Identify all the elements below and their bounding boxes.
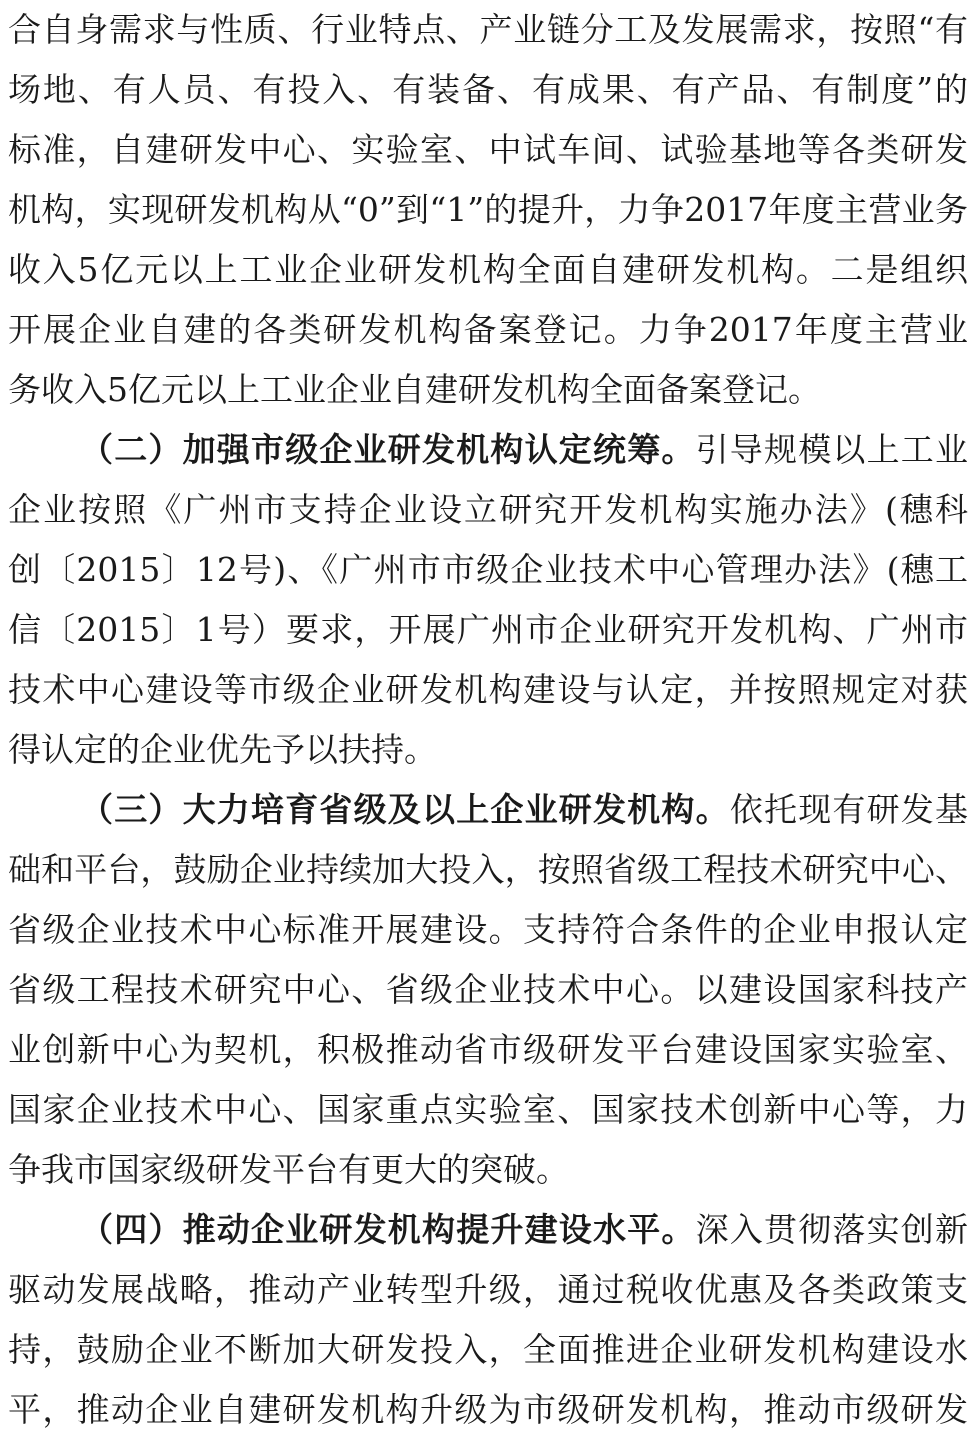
paragraph-2-first-line-rest: 引导规模以上工业 [695, 430, 968, 469]
paragraph-1-line-3: 标准，自建研发中心、实验室、中试车间、试验基地等各类研发 [8, 130, 968, 169]
paragraph-4-line-3: 持，鼓励企业不断加大研发投入，全面推进企业研发机构建设水 [8, 1330, 968, 1369]
paragraph-3-line-3: 省级企业技术中心标准开展建设。支持符合条件的企业申报认定 [8, 910, 968, 949]
paragraph-3-line-5: 业创新中心为契机，积极推动省市级研发平台建设国家实验室、 [8, 1030, 968, 1069]
paragraph-4-first-line [8, 1200, 968, 1260]
section-heading-3: （三）大力培育省级及以上企业研发机构。 [80, 790, 730, 829]
paragraph-2-line-4: 信〔2015〕1号）要求，开展广州市企业研究开发机构、广州市 [8, 610, 968, 649]
paragraph-3-line-4: 省级工程技术研究中心、省级企业技术中心。以建设国家科技产 [8, 970, 968, 1009]
paragraph-4-line-2: 驱动发展战略，推动产业转型升级，通过税收优惠及各类政策支 [8, 1270, 968, 1309]
section-heading-4: （四）推动企业研发机构提升建设水平。 [80, 1210, 696, 1249]
paragraph-2-first-line [8, 420, 968, 480]
paragraph-4-first-line-rest: 深入贯彻落实创新 [695, 1210, 968, 1249]
paragraph-4-line-4: 平，推动企业自建研发机构升级为市级研发机构，推动市级研发 [8, 1390, 968, 1429]
section-heading-2: （二）加强市级企业研发机构认定统筹。 [80, 430, 696, 469]
paragraph-1-line-4: 机构，实现研发机构从“0”到“1”的提升，力争2017年度主营业务 [8, 190, 968, 229]
paragraph-2-line-5: 技术中心建设等市级企业研发机构建设与认定，并按照规定对获 [8, 670, 968, 709]
paragraph-2-line-6: 得认定的企业优先予以扶持。 [8, 730, 437, 769]
paragraph-1-line-1: 合自身需求与性质、行业特点、产业链分工及发展需求，按照“有 [8, 10, 968, 49]
paragraph-1-line-2: 场地、有人员、有投入、有装备、有成果、有产品、有制度”的 [8, 70, 968, 109]
paragraph-2-line-2: 企业按照《广州市支持企业设立研究开发机构实施办法》(穗科 [8, 490, 968, 529]
paragraph-3-line-2: 础和平台，鼓励企业持续加大投入，按照省级工程技术研究中心、 [8, 850, 968, 889]
paragraph-3-first-line-rest: 依托现有研发基 [729, 790, 968, 829]
paragraph-2-line-3: 创〔2015〕12号)、《广州市市级企业技术中心管理办法》(穗工 [8, 550, 968, 589]
paragraph-1-line-6: 开展企业自建的各类研发机构备案登记。力争2017年度主营业 [8, 310, 968, 349]
paragraph-1-line-5: 收入5亿元以上工业企业研发机构全面自建研发机构。二是组织 [8, 250, 968, 289]
paragraph-3-first-line [8, 780, 968, 840]
paragraph-1-line-7: 务收入5亿元以上工业企业自建研发机构全面备案登记。 [8, 370, 821, 409]
paragraph-3-line-6: 国家企业技术中心、国家重点实验室、国家技术创新中心等，力 [8, 1090, 968, 1129]
paragraph-3-line-7: 争我市国家级研发平台有更大的突破。 [8, 1150, 569, 1189]
